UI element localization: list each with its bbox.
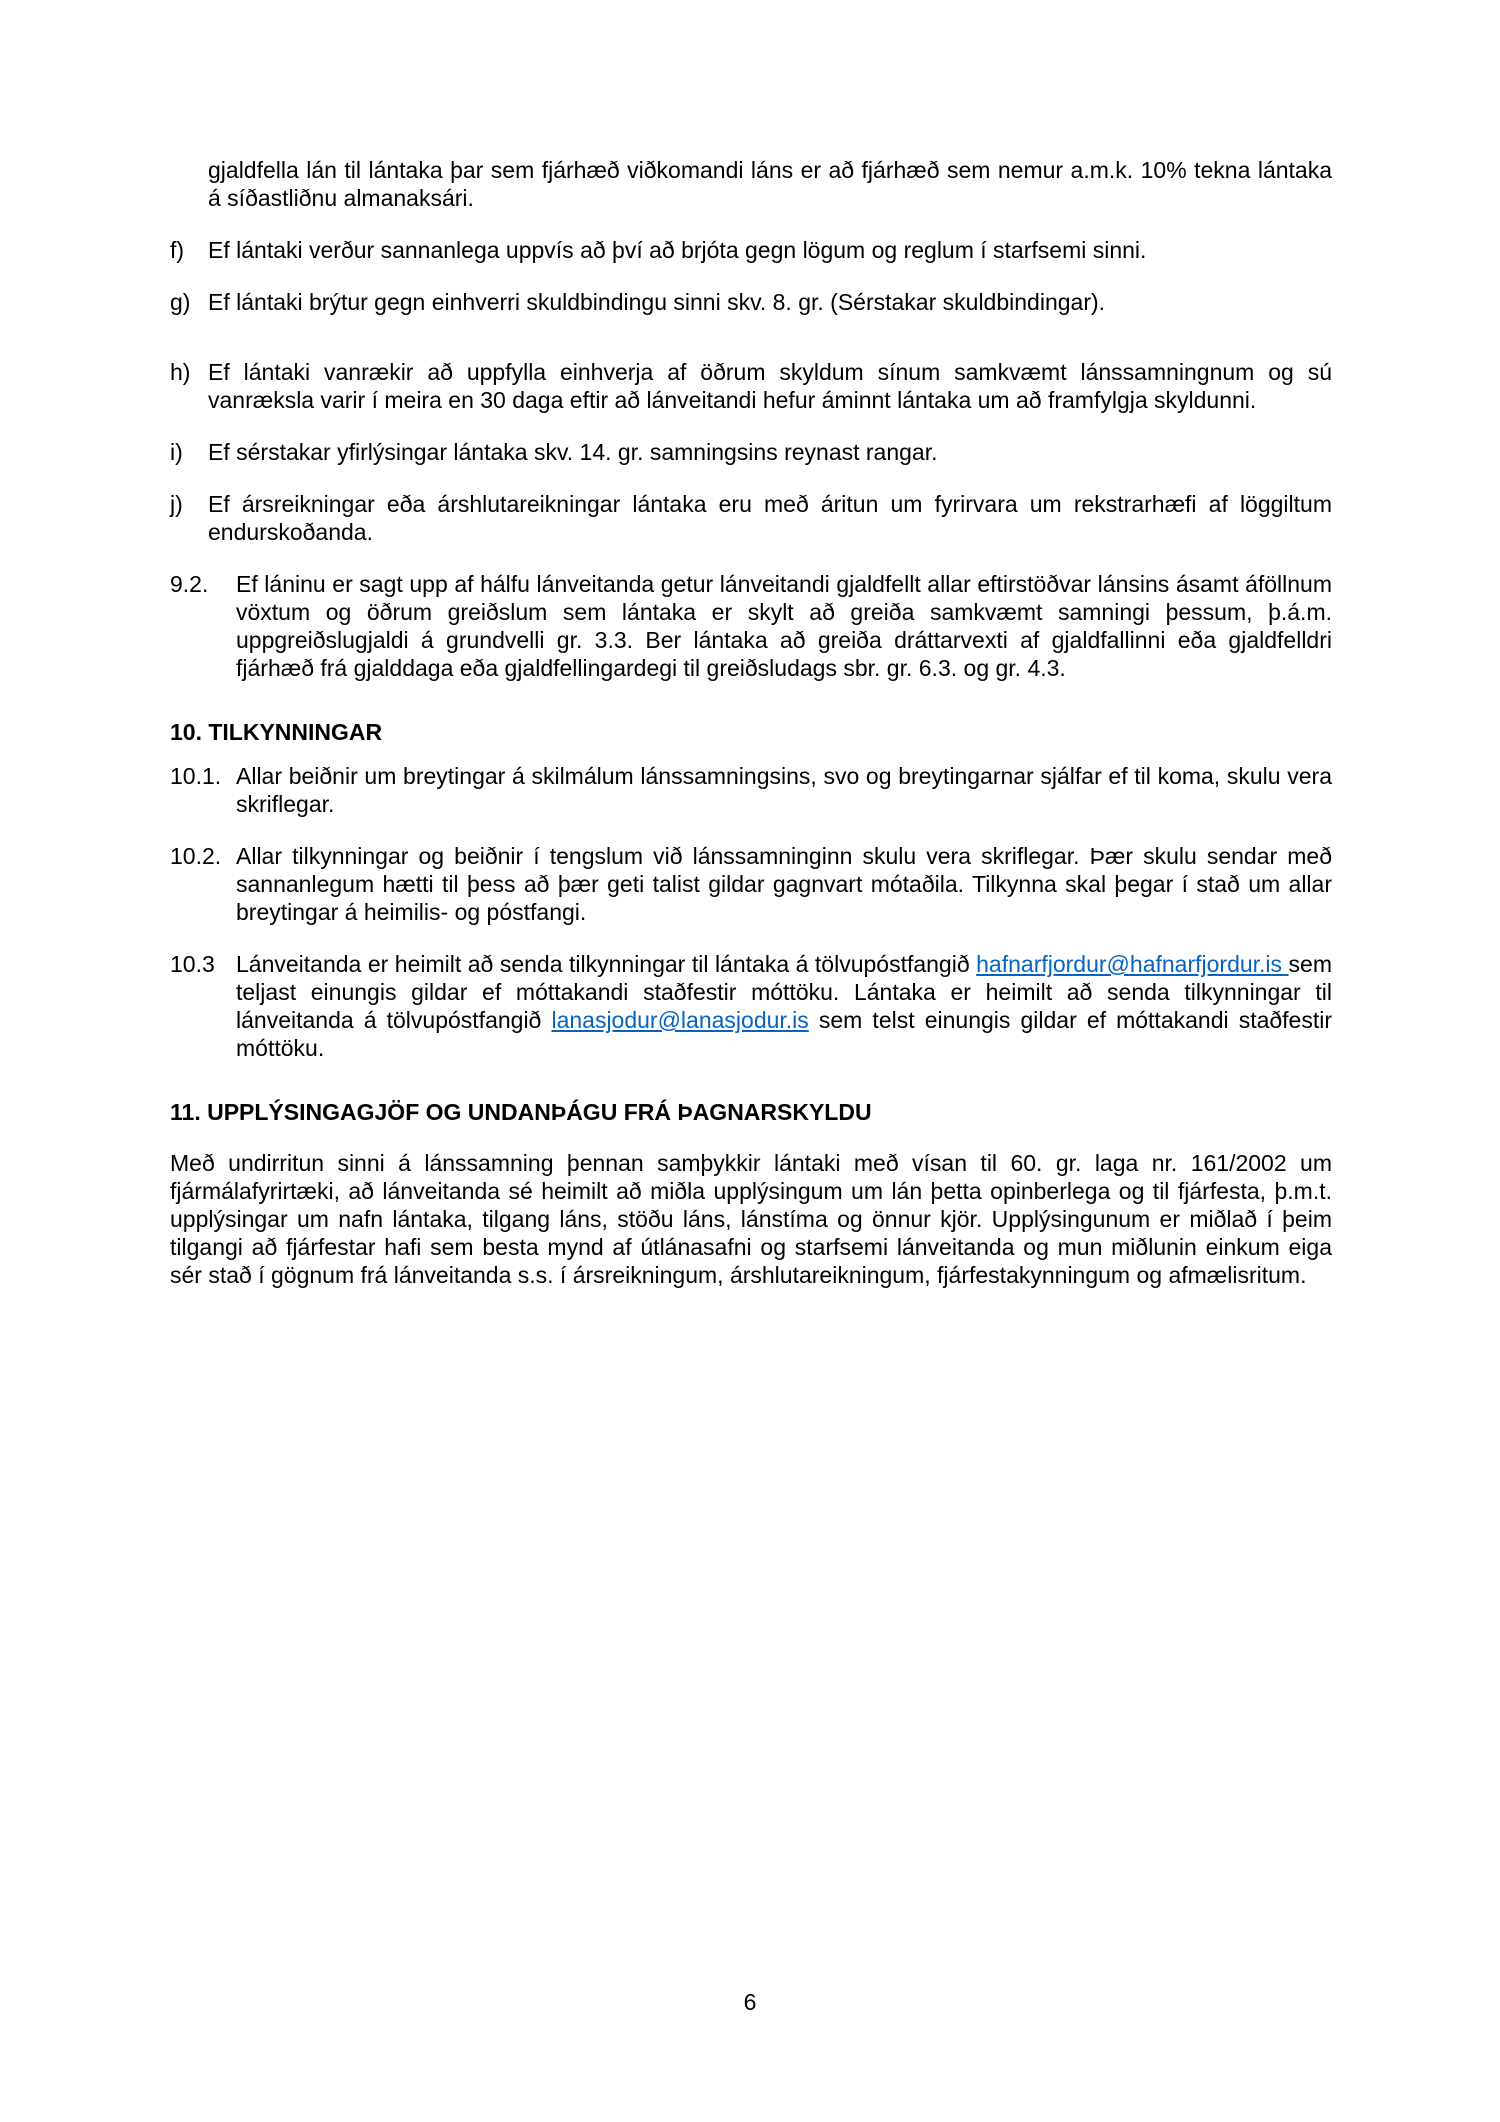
clause-item-j	[170, 490, 1332, 546]
clause-item-9-2	[170, 570, 1332, 682]
section-heading-10: 10. TILKYNNINGAR	[170, 719, 383, 745]
clause-item-f	[170, 236, 1332, 264]
section-heading-11: 11. UPPLÝSINGAGJÖF OG UNDANÞÁGU FRÁ ÞAGNARSKYLDU	[170, 1099, 872, 1125]
item-marker: i)	[170, 439, 183, 465]
item-text-segment: Lánveitanda er heimilt að senda tilkynningar til lántaka á tölvupóstfangið	[236, 951, 977, 977]
item-marker: 10.2.	[170, 843, 222, 869]
item-marker: h)	[170, 359, 191, 385]
clause-item-g	[170, 288, 1332, 316]
item-text: Allar beiðnir um breytingar á skilmálum lánssamningsins, svo og breytingarnar sjálfar ef til koma, skulu vera skriflegar.	[236, 763, 1332, 817]
email-link-lanasjodur[interactable]: lanasjodur@lanasjodur.is	[551, 1007, 809, 1033]
item-text: Ef lántaki vanrækir að uppfylla einhverja af öðrum skyldum sínum samkvæmt lánssamningnum og sú vanræksla varir í meira en 30 daga eftir að lánveitandi hefur áminnt lántaka um að framfylgja skyldunni.	[208, 359, 1332, 413]
item-text-segment: sem telst einungis gildar ef móttakandi staðfestir móttöku.	[236, 1007, 1333, 1061]
item-text: Ef láninu er sagt upp af hálfu lánveitanda getur lánveitandi gjaldfellt allar eftirstöðvar lánsins ásamt áföllnum vöxtum og öðrum greiðslum sem lántaka er skylt að greiða samkvæmt samningi þessum, þ.á.m. uppgreiðslugjaldi á grundvelli gr. 3.3. Ber lántaka að greiða dráttarvexti af gjaldfallinni eða gjaldfelldri fjárhæð frá gjalddaga eða gjaldfellingardegi til greiðsludags sbr. gr. 6.3. og gr. 4.3.	[236, 571, 1332, 681]
item-marker: 9.2.	[170, 571, 209, 597]
item-text: Ef ársreikningar eða árshlutareikningar lántaka eru með áritun um fyrirvara um rekstrarhæfi af löggiltum endurskoðanda.	[208, 491, 1332, 545]
item-marker: g)	[170, 289, 191, 315]
item-text-segment: sem teljast einungis gildar ef móttakandi staðfestir móttöku. Lántaka er heimilt að senda tilkynningar til lánveitanda á tölvupóstfangið	[236, 951, 1332, 1033]
item-text: Ef sérstakar yfirlýsingar lántaka skv. 14. gr. samningsins reynast rangar.	[208, 439, 938, 465]
item-text: Ef lántaki verður sannanlega uppvís að því að brjóta gegn lögum og reglum í starfsemi sinni.	[208, 237, 1147, 263]
item-text: Ef lántaki brýtur gegn einhverri skuldbindingu sinni skv. 8. gr. (Sérstakar skuldbindingar).	[208, 289, 1106, 315]
item-text: Allar tilkynningar og beiðnir í tengslum við lánssamninginn skulu vera skriflegar. Þær skulu sendar með sannanlegum hætti til þess að þær geti talist gildar gagnvart mótaðila. Tilkynna skal þegar í stað um allar breytingar á heimilis- og póstfangi.	[236, 843, 1332, 925]
item-marker: 10.1.	[170, 763, 222, 789]
section-11-paragraph: Með undirritun sinni á lánssamning þennan samþykkir lántaki með vísan til 60. gr. laga nr. 161/2002 um fjármálafyrirtæki, að lánveitanda sé heimilt að miðla upplýsingum um lán þetta opinberlega og til fjárfesta, þ.m.t. upplýsingar um nafn lántaka, tilgang láns, stöðu láns, lánstíma og önnur kjör. Upplýsingunum er miðlað í þeim tilgangi að fjárfestar hafi sem besta mynd af útlánasafni og starfsemi lánveitanda og mun miðlunin einkum eiga sér stað í gögnum frá lánveitanda s.s. í ársreikningum, árshlutareikningum, fjárfestakynningum og afmælisritum.	[170, 1150, 1332, 1288]
email-link-hafnarfjordur[interactable]: hafnarfjordur@hafnarfjordur.is	[976, 951, 1289, 977]
page-number: 6	[743, 1989, 757, 2015]
item-marker: j)	[170, 491, 183, 517]
clause-item-10-2	[170, 842, 1332, 926]
item-text	[236, 950, 1332, 1062]
item-marker: 10.3	[170, 951, 215, 977]
clause-item-h	[170, 358, 1332, 414]
document-content	[170, 133, 1332, 1313]
item-marker: f)	[170, 237, 185, 263]
clause-item-10-1	[170, 762, 1332, 818]
clause-item-i	[170, 438, 1332, 466]
clause-item-10-3	[170, 950, 1332, 1062]
clause-e-continuation-paragraph: gjaldfella lán til lántaka þar sem fjárhæð viðkomandi láns er að fjárhæð sem nemur a.m.k. 10% tekna lántaka á síðastliðnu almanaksári.	[208, 157, 1332, 211]
